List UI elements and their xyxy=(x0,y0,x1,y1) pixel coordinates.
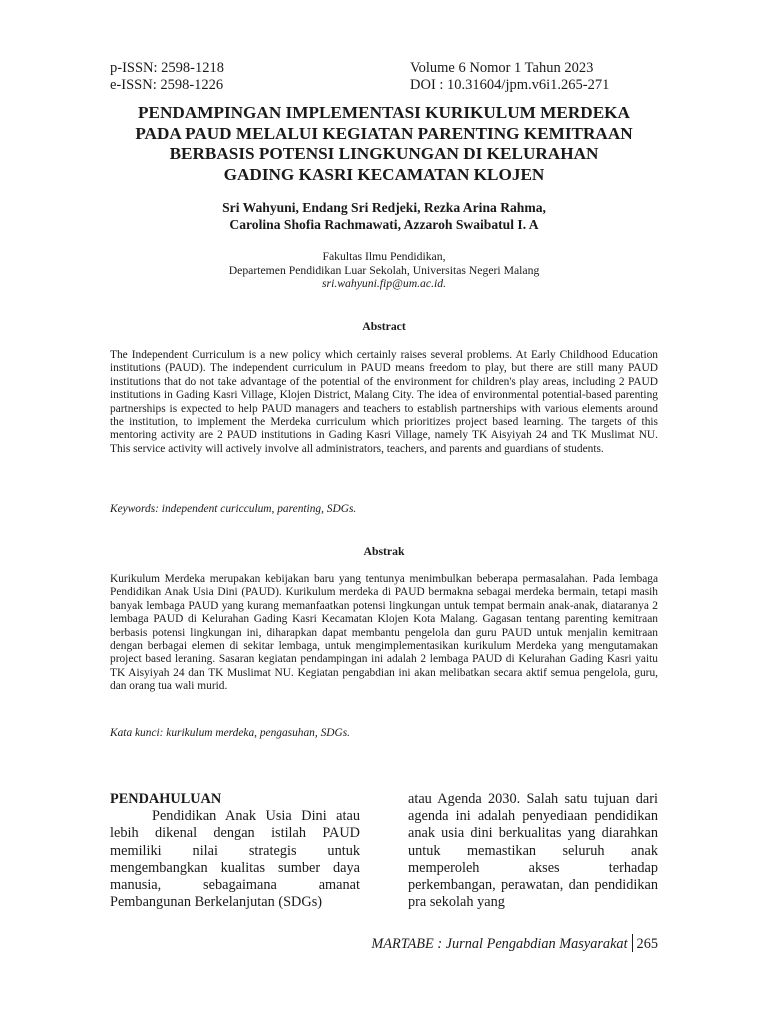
e-issn: e-ISSN: 2598-1226 xyxy=(110,76,224,93)
p-issn: p-ISSN: 2598-1218 xyxy=(110,60,224,76)
author-email: sri.wahyuni.fip@um.ac.id. xyxy=(321,277,447,290)
section-heading: PENDAHULUAN xyxy=(110,791,222,807)
author-line: Sri Wahyuni, Endang Sri Redjeki, Rezka Arina Rahma, xyxy=(222,200,546,215)
title-line: GADING KASRI KECAMATAN KLOJEN xyxy=(223,164,545,184)
faculty: Fakultas Ilmu Pendidikan, xyxy=(322,250,446,263)
intro-paragraph: Pendidikan Anak Usia Dini atau lebih dikenal dengan istilah PAUD memiliki nilai strategis untuk mengembangkan kualitas sumber daya manusia, sebagaimana amanat Pembangunan Berkelanjutan (SDGs) xyxy=(110,808,360,911)
title-line: BERBASIS POTENSI LINGKUNGAN DI KELURAHAN xyxy=(169,144,599,163)
keywords: Keywords: independent curicculum, parenting, SDGs. xyxy=(110,503,357,515)
intro-left-column xyxy=(110,791,360,911)
title-line: PADA PAUD MELALUI KEGIATAN PARENTING KEMITRAAN xyxy=(135,123,633,143)
affiliation xyxy=(110,250,658,291)
author-list xyxy=(110,199,658,233)
intro-continuation: atau Agenda 2030. Salah satu tujuan dari agenda ini adalah penyediaan pendidikan anak usia dini berkualitas yang diarahkan untuk memastikan seluruh anak memperoleh akses terhadap perkembangan, perawatan, dan pendidikan pra sekolah yang xyxy=(408,791,658,911)
page-footer xyxy=(300,934,658,953)
paper-title xyxy=(90,103,678,185)
volume-info: Volume 6 Nomor 1 Tahun 2023 xyxy=(410,60,594,76)
volume-block xyxy=(410,60,609,93)
abstract-heading: Abstract xyxy=(362,320,406,333)
issn-block xyxy=(110,60,224,93)
abstract-body: The Independent Curriculum is a new policy which certainly raises several problems. At Early Childhood Education institutions (PAUD). The independent curriculum in PAUD means freedom to play, but there are still many PAUD institutions that do not take advantage of the potential of the environment for children's play areas, including 2 PAUD institutions in Gading Kasri Village, Klojen District, Malang City. The idea of environmental potential-based parenting partnerships is expected to help PAUD managers and teachers to establish partnerships with various elements around the institution, to implement the Merdeka curriculum which prioritizes project based learning. The targets of this mentoring activity are 2 PAUD institutions in Gading Kasri Village, namely TK Aisyiyah 24 and TK Muslimat NU. This service activity will actively involve all administrators, teachers, and parents and guardians of students. xyxy=(110,349,658,455)
author-line: Carolina Shofia Rachmawati, Azzaroh Swaibatul I. A xyxy=(229,217,539,232)
kata-kunci: Kata kunci: kurikulum merdeka, pengasuhan, SDGs. xyxy=(110,727,351,739)
doi: DOI : 10.31604/jpm.v6i1.265-271 xyxy=(410,76,610,93)
page-number: 265 xyxy=(636,936,658,952)
abstrak-body: Kurikulum Merdeka merupakan kebijakan baru yang tentunya menimbulkan beberapa permasalahan. Pada lembaga Pendidikan Anak Usia Dini (PAUD). Kurikulum merdeka di PAUD bermakna sebagai merdeka bermain, tetapi masih banyak lembaga PAUD yang kurang memanfaatkan potensi lingkungan untuk tempat bermain anak-anak, diataranya 2 lembaga PAUD di Kelurahan Gading Kasri Kecamatan Klojen Kota Malang. Gagasan tentang parenting kemitraan berbasis potensi lingkungan ini, diharapkan dapat membantu pengelola dan guru PAUD untuk menjalin kemitraan dengan berbagai elemen di sekitar lembaga, untuk mengimplementasikan kurikulum Merdeka yang mengutamakan project based leraning. Sasaran kegiatan pendampingan ini adalah 2 lembaga PAUD di Kelurahan Gading Kasri yaitu TK Aisyiyah 24 dan TK Muslimat NU. Kegiatan pengabdian ini akan melibatkan secara aktif semua pengelola, guru, dan orang tua wali murid. xyxy=(110,573,658,693)
journal-name: MARTABE : Jurnal Pengabdian Masyarakat xyxy=(371,936,628,952)
abstrak-heading: Abstrak xyxy=(363,545,405,558)
footer-divider xyxy=(632,934,633,952)
title-line: PENDAMPINGAN IMPLEMENTASI KURIKULUM MERDEKA xyxy=(138,103,630,122)
department: Departemen Pendidikan Luar Sekolah, Universitas Negeri Malang xyxy=(228,263,540,277)
intro-right-column xyxy=(408,791,658,911)
